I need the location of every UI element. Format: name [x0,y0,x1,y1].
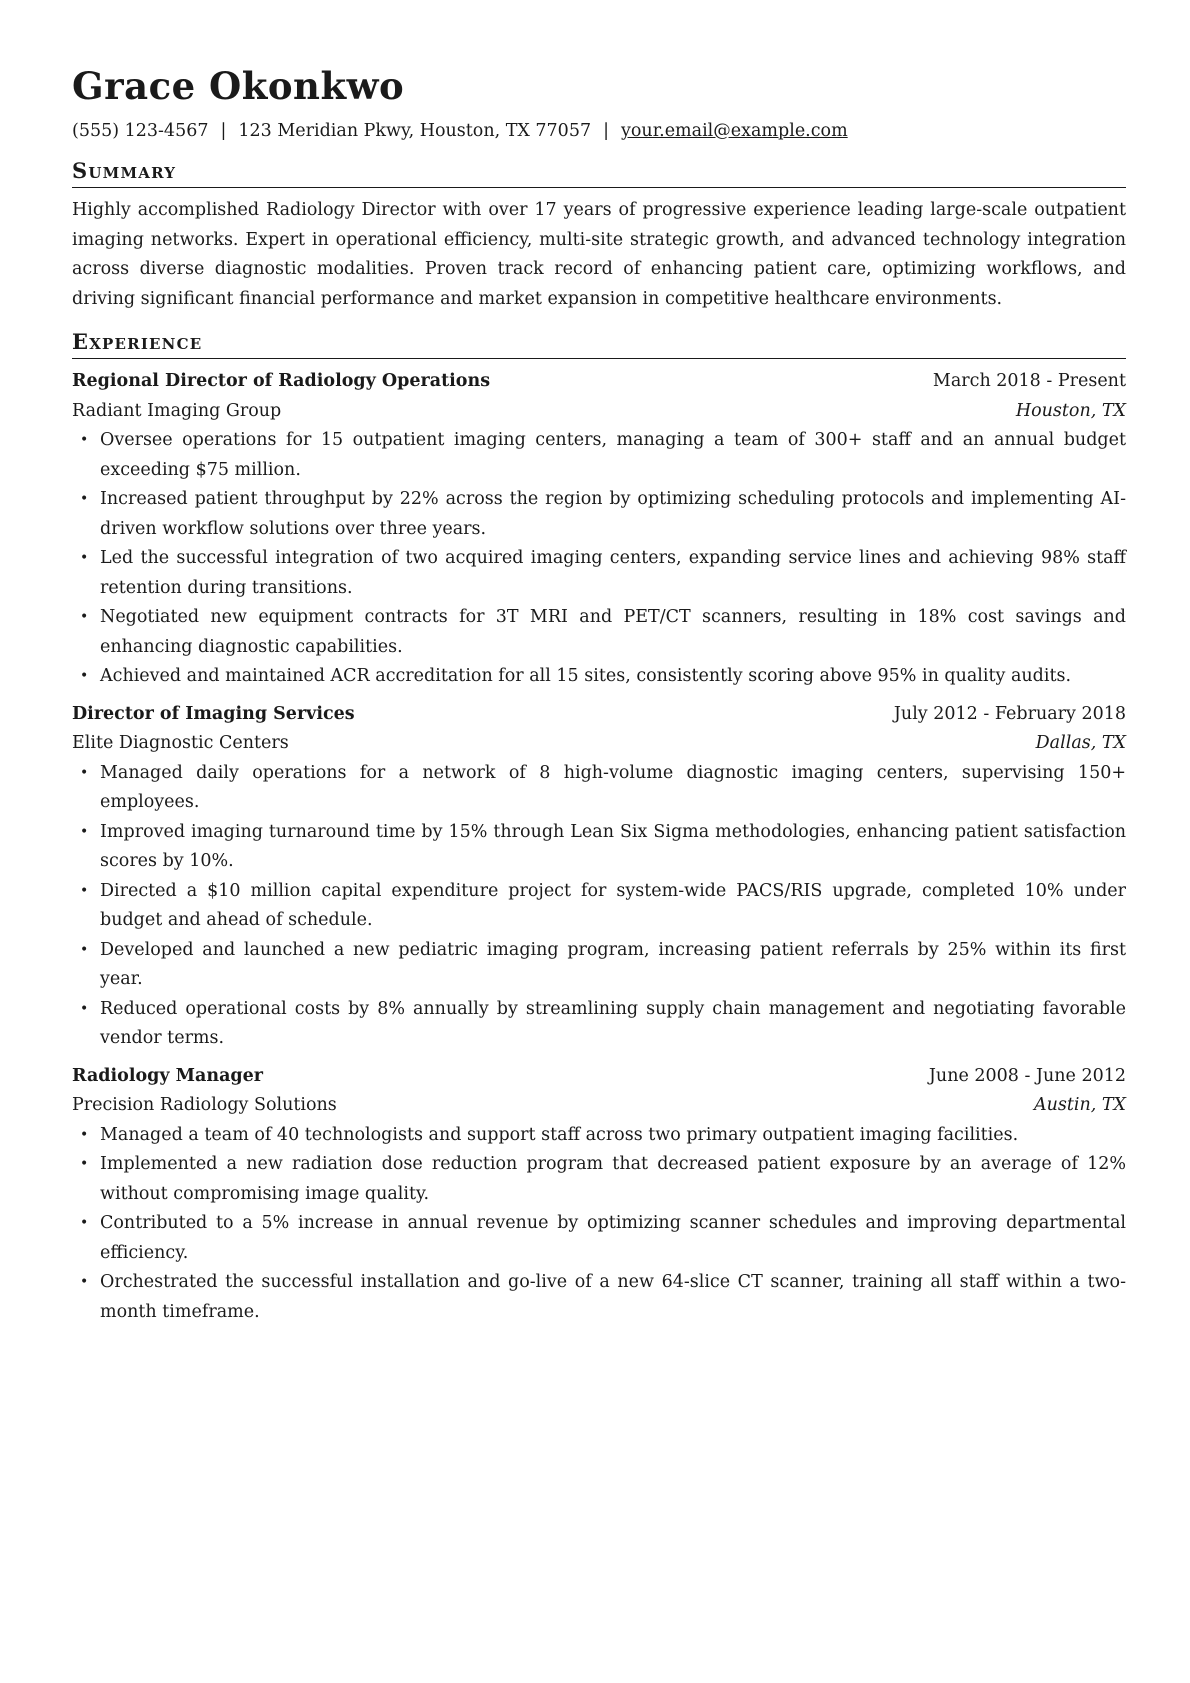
section-title-experience: Experience [72,328,1126,359]
job-bullet [72,603,1126,662]
job-dates: March 2018 - Present [932,371,1126,391]
job-company: Radiant Imaging Group [72,400,282,421]
bullet-point-icon: • [80,941,89,958]
email-link[interactable]: your.email@example.com [621,121,848,141]
job-bullet-text: Led the successful integration of two acquired imaging centers, expanding service lines and achieving 98% staff retention during transitions. [100,548,1126,598]
job-location: Austin, TX [1033,1095,1126,1115]
job-company: Elite Diagnostic Centers [72,733,289,753]
job-bullet [72,1209,1126,1268]
job-header-row [72,700,1126,730]
job-bullet-text: Reduced operational costs by 8% annually by streamlining supply chain management and negotiating favorable vendor terms. [100,998,1126,1048]
job-bullet-text: Managed a team of 40 technologists and support staff across two primary outpatient imaging facilities. [100,1124,1019,1145]
job-bullet-text: Oversee operations for 15 outpatient imaging centers, managing a team of 300+ staff and an annual budget exceeding $75 million. [100,430,1126,480]
job-bullet [72,877,1126,936]
bullet-point-icon: • [80,1274,89,1290]
candidate-name: Grace Okonkwo [72,64,405,108]
job-location: Houston, TX [1015,400,1126,421]
section-title-summary: Summary [72,157,1126,188]
bullet-point-icon: • [80,491,89,507]
bullet-point-icon: • [80,823,89,840]
job-bullet [72,995,1126,1054]
contact-separator: | [603,121,609,141]
job-bullet [72,1150,1126,1209]
job-bullet-list [72,426,1126,692]
bullet-point-icon: • [80,1126,89,1143]
job-header-row [72,1062,1126,1092]
bullet-point-icon: • [80,609,89,625]
job-bullet-list [72,1121,1126,1328]
bullet-point-icon: • [80,668,89,684]
bullet-point-icon: • [80,1156,89,1172]
job-bullet-list [72,759,1126,1054]
job-bullet [72,1268,1126,1327]
job-bullet-text: Increased patient throughput by 22% across the region by optimizing scheduling protocols and implementing AI-driven workflow solutions over three years. [100,489,1126,539]
bullet-point-icon: • [80,550,89,566]
job-bullet-text: Improved imaging turnaround time by 15% through Lean Six Sigma methodologies, enhancing patient satisfaction scores by 10%. [100,821,1126,871]
job-company-row [72,729,1126,759]
job-bullet-text: Managed daily operations for a network of 8 high-volume diagnostic imaging centers, supervising 150+ employees. [100,762,1126,812]
summary-section [72,157,1126,314]
job-bullet-text: Implemented a new radiation dose reduction program that decreased patient exposure by an average of 12% without compromising image quality. [100,1154,1126,1204]
job-bullet-text: Contributed to a 5% increase in annual revenue by optimizing scanner schedules and improving departmental efficiency. [100,1213,1126,1263]
job-header-row [72,367,1126,397]
bullet-point-icon: • [80,1000,89,1017]
job-bullet [72,485,1126,544]
job-dates: June 2008 - June 2012 [928,1065,1126,1086]
job-company: Precision Radiology Solutions [72,1095,337,1115]
job-company-row [72,1091,1126,1121]
job-bullet [72,426,1126,485]
job-location: Dallas, TX [1035,733,1126,753]
experience-section [72,328,1126,1327]
summary-text: Highly accomplished Radiology Director with over 17 years of progressive experience leading large-scale outpatient imaging networks. Expert in operational efficiency, multi-site strategic growth, and advanced technology integration across diverse diagnostic modalities. Proven track record of enhancing patient care, optimizing workflows, and driving significant financial performance and market expansion in competitive healthcare environments. [72,200,1126,309]
bullet-point-icon: • [80,1215,89,1231]
bullet-point-icon: • [80,432,89,448]
job-bullet-text: Negotiated new equipment contracts for 3T MRI and PET/CT scanners, resulting in 18% cost savings and enhancing diagnostic capabilities. [100,607,1126,657]
job-entry [72,700,1126,1054]
job-bullet [72,759,1126,818]
contact-separator: | [220,121,227,141]
job-company-row [72,397,1126,427]
job-list [72,367,1126,1327]
job-entry [72,367,1126,692]
job-bullet [72,818,1126,877]
job-bullet [72,662,1126,692]
job-title: Regional Director of Radiology Operations [72,371,491,391]
bullet-point-icon: • [80,882,89,899]
job-entry [72,1062,1126,1328]
job-title: Director of Imaging Services [72,703,355,724]
phone-number: (555) 123-4567 [72,121,209,141]
job-bullet-text: Developed and launched a new pediatric imaging program, increasing patient referrals by 25% within its first year. [100,939,1126,989]
address: 123 Meridian Pkwy, Houston, TX 77057 [238,121,592,141]
bullet-point-icon: • [80,764,89,781]
job-bullet-text: Directed a $10 million capital expenditure project for system-wide PACS/RIS upgrade, completed 10% under budget and ahead of schedule. [100,880,1126,930]
job-title: Radiology Manager [72,1065,264,1086]
contact-line [72,119,1126,143]
job-bullet-text: Orchestrated the successful installation and go-live of a new 64-slice CT scanner, training all staff within a two-month timeframe. [100,1272,1126,1322]
job-bullet [72,1121,1126,1151]
job-dates: July 2012 - February 2018 [893,703,1126,724]
job-bullet [72,936,1126,995]
job-bullet-text: Achieved and maintained ACR accreditation for all 15 sites, consistently scoring above 95% in quality audits. [100,666,1072,686]
job-bullet [72,544,1126,603]
